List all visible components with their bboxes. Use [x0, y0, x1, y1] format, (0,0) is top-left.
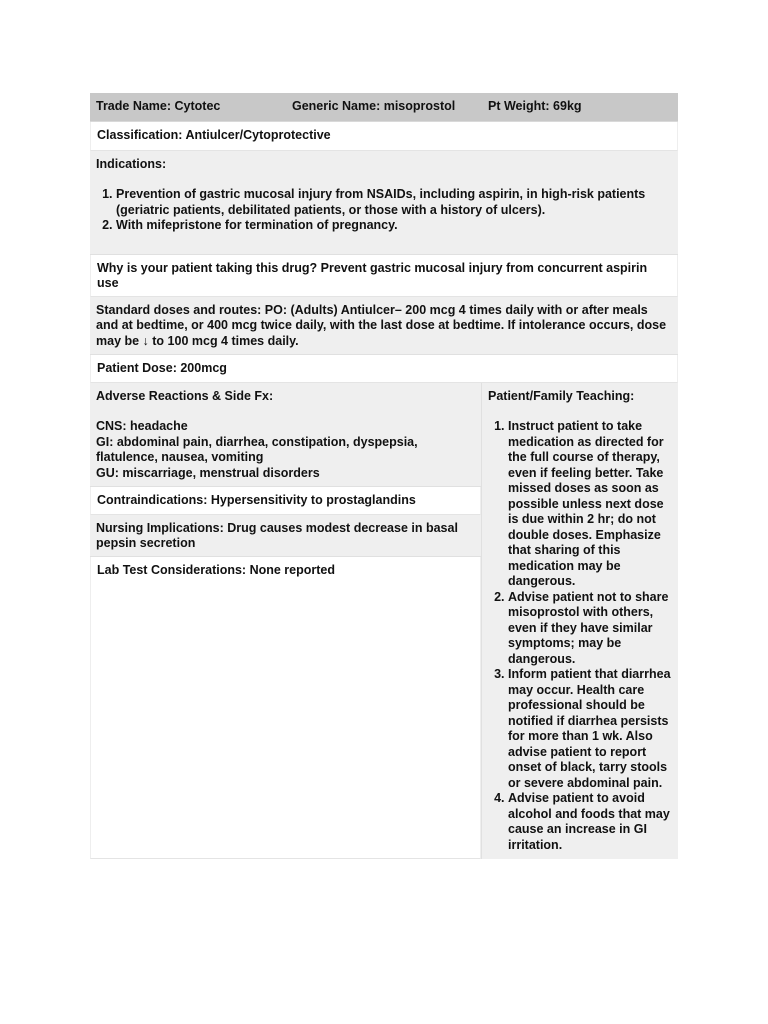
two-column-section — [90, 383, 678, 859]
drug-card — [90, 93, 678, 859]
adverse-gi: GI: abdominal pain, diarrhea, constipation, dyspepsia, flatulence, nausea, vomiting — [96, 434, 418, 464]
adverse-label: Adverse Reactions & Side Fx: — [96, 388, 274, 403]
adverse-reactions — [90, 383, 481, 487]
left-column — [90, 383, 481, 859]
list-item: 2. Advise patient not to share misoprostol with others, even if they have similar symptoms; may be dangerous. — [508, 590, 672, 668]
adverse-cns: CNS: headache — [96, 419, 188, 433]
lab-test-considerations: Lab Test Considerations: None reported — [90, 557, 481, 859]
standard-doses: Standard doses and routes: PO: (Adults) Antiulcer– 200 mcg 4 times daily with or after meals and at bedtime, or 400 mcg twice daily, with the last dose at bedtime. If intolerance occurs, dose may be ↓ to 100 mcg 4 times daily. — [90, 297, 678, 355]
contraindications: Contraindications: Hypersensitivity to prostaglandins — [90, 487, 481, 515]
generic-name: Generic Name: misoprostol — [292, 99, 456, 113]
teaching-list — [488, 419, 672, 853]
header-row — [90, 93, 678, 122]
classification: Classification: Antiulcer/Cytoprotective — [90, 122, 678, 151]
teaching-label: Patient/Family Teaching: — [488, 388, 635, 403]
list-item: 3. Inform patient that diarrhea may occur. Health care professional should be notified if diarrhea persists for more than 1 wk. Also advise patient to report onset of black, tarry stools or severe abdominal pain. — [508, 667, 672, 791]
patient-teaching — [481, 383, 678, 859]
list-item: 4. Advise patient to avoid alcohol and foods that may cause an increase in GI irritation. — [508, 791, 672, 853]
nursing-implications: Nursing Implications: Drug causes modest decrease in basal pepsin secretion — [90, 515, 481, 557]
patient-weight: Pt Weight: 69kg — [488, 99, 582, 113]
indications-section — [90, 151, 678, 255]
adverse-gu: GU: miscarriage, menstrual disorders — [96, 465, 320, 480]
trade-name: Trade Name: Cytotec — [96, 99, 221, 113]
indications-label: Indications: — [96, 156, 167, 171]
list-item: 2. With mifepristone for termination of pregnancy. — [116, 218, 672, 234]
patient-dose: Patient Dose: 200mcg — [90, 355, 678, 383]
list-item: 1. Instruct patient to take medication as directed for the full course of therapy, even if feeling better. Take missed doses as soon as possible unless next dose is due within 2 hr; do not double doses. Emphasize that sharing of this medication may be dangerous. — [508, 419, 672, 590]
list-item: 1. Prevention of gastric mucosal injury from NSAIDs, including aspirin, in high-risk patients (geriatric patients, debilitated patients, or those with a history of ulcers). — [116, 187, 672, 218]
why-taking: Why is your patient taking this drug? Prevent gastric mucosal injury from concurrent aspirin use — [90, 255, 678, 297]
indications-list — [96, 187, 672, 234]
